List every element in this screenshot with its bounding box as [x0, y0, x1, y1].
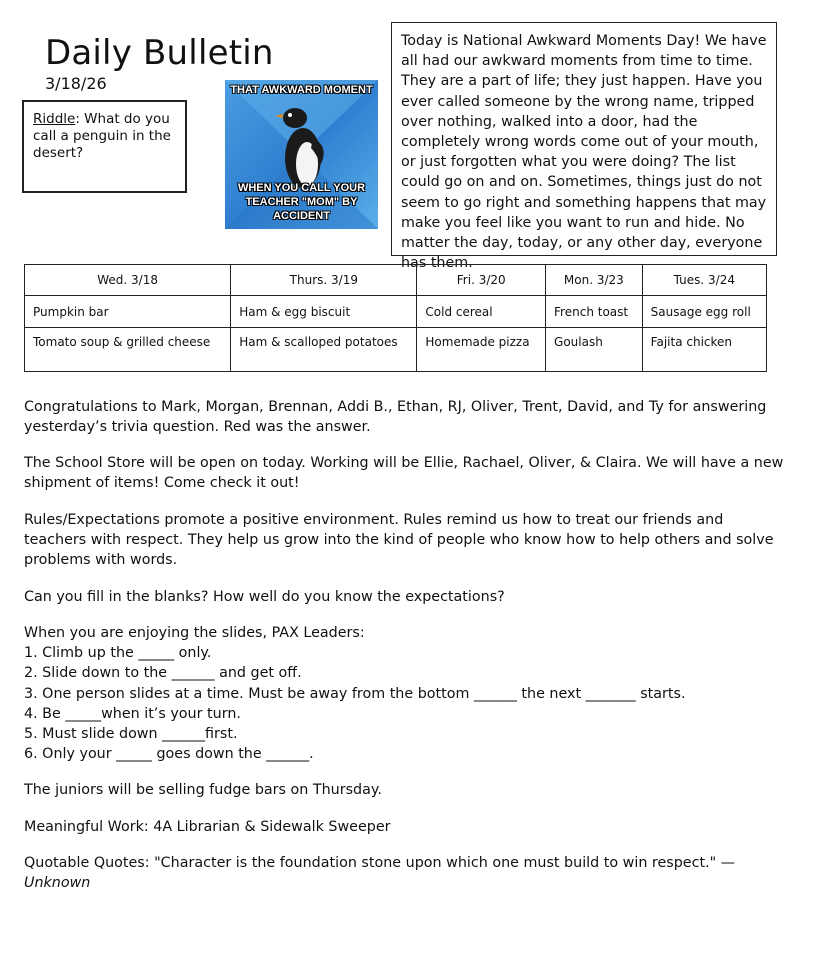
- slides-intro: When you are enjoying the slides, PAX Leaders:: [24, 625, 365, 641]
- meaningful-work: Meaningful Work: 4A Librarian & Sidewalk Sweeper: [24, 819, 391, 835]
- slides-rule: 6. Only your _____ goes down the ______.: [24, 746, 314, 763]
- slides-rule: 1. Climb up the _____ only.: [24, 645, 212, 662]
- meme-bottom-line-2: TEACHER "MOM" BY ACCIDENT: [245, 196, 358, 222]
- slides-rule: 4. Be _____when it’s your turn.: [24, 705, 241, 722]
- menu-day-header: Wed. 3/18: [25, 265, 231, 296]
- page-title: Daily Bulletin: [45, 33, 274, 73]
- slides-rule: 3. One person slides at a time. Must be away from the bottom ______ the next _______ starts.: [24, 685, 686, 702]
- menu-breakfast-cell: Sausage egg roll: [642, 296, 766, 328]
- menu-day-header: Fri. 3/20: [417, 265, 546, 296]
- trivia-congrats: Congratulations to Mark, Morgan, Brennan, Addi B., Ethan, RJ, Oliver, Trent, David, and Ty for answering yesterday’s trivia question. Red was the answer.: [24, 399, 767, 436]
- quote-text: Quotable Quotes: "Character is the foundation stone upon which one must build to win respect." —: [24, 855, 736, 871]
- school-store-note: The School Store will be open on today. Working will be Ellie, Rachael, Oliver, & Claira. We will have a new shipment of items! Come check it out!: [24, 455, 784, 492]
- slides-rules-list: [24, 623, 784, 764]
- meme-bottom-line-1: WHEN YOU CALL YOUR: [237, 182, 366, 194]
- menu-breakfast-cell: French toast: [546, 296, 643, 328]
- slides-rule: 2. Slide down to the ______ and get off.: [24, 665, 302, 682]
- awkward-penguin-meme: [225, 80, 378, 229]
- menu-breakfast-cell: Pumpkin bar: [25, 296, 231, 328]
- slides-rule: 5. Must slide down ______first.: [24, 726, 238, 743]
- menu-day-header: Tues. 3/24: [642, 265, 766, 296]
- menu-lunch-cell: Fajita chicken: [642, 328, 766, 372]
- menu-breakfast-cell: Ham & egg biscuit: [231, 296, 417, 328]
- fill-blanks-prompt: Can you fill in the blanks? How well do you know the expectations?: [24, 589, 505, 605]
- menu-lunch-cell: Tomato soup & grilled cheese: [25, 328, 231, 372]
- fudge-note: The juniors will be selling fudge bars on Thursday.: [24, 782, 382, 798]
- menu-lunch-cell: Homemade pizza: [417, 328, 546, 372]
- menu-day-header: Mon. 3/23: [546, 265, 643, 296]
- menu-lunch-cell: Ham & scalloped potatoes: [231, 328, 417, 372]
- awkward-moments-box: Today is National Awkward Moments Day! We have all had our awkward moments from time to time. They are a part of life; they just happen. Have you ever called someone by the wrong name, tripped over nothing, walked into a door, had the completely wrong words come out of your mouth, or just forgotten what you were doing? The list could go on and on. Sometimes, things just do not seem to go right and something happens that may make you feel like you want to run and hide. No matter the day, today, or any other day, everyone has them.: [391, 22, 777, 256]
- bulletin-date: 3/18/26: [45, 74, 107, 93]
- menu-day-header: Thurs. 3/19: [231, 265, 417, 296]
- meme-top-text: THAT AWKWARD MOMENT: [230, 84, 373, 96]
- meme-bottom-text: [225, 181, 378, 223]
- menu-breakfast-cell: Cold cereal: [417, 296, 546, 328]
- riddle-box: [22, 100, 187, 193]
- quotable-quote: [24, 853, 804, 893]
- rules-paragraph: Rules/Expectations promote a positive environment. Rules remind us how to treat our friends and teachers with respect. They help us grow into the kind of people who know how to help others and solve problems with words.: [24, 512, 774, 569]
- lunch-menu-table: [24, 264, 767, 372]
- riddle-text: : What do you call a penguin in the desert?: [33, 111, 171, 161]
- menu-lunch-cell: Goulash: [546, 328, 643, 372]
- quote-author: Unknown: [24, 875, 91, 892]
- riddle-label: Riddle: [33, 111, 76, 127]
